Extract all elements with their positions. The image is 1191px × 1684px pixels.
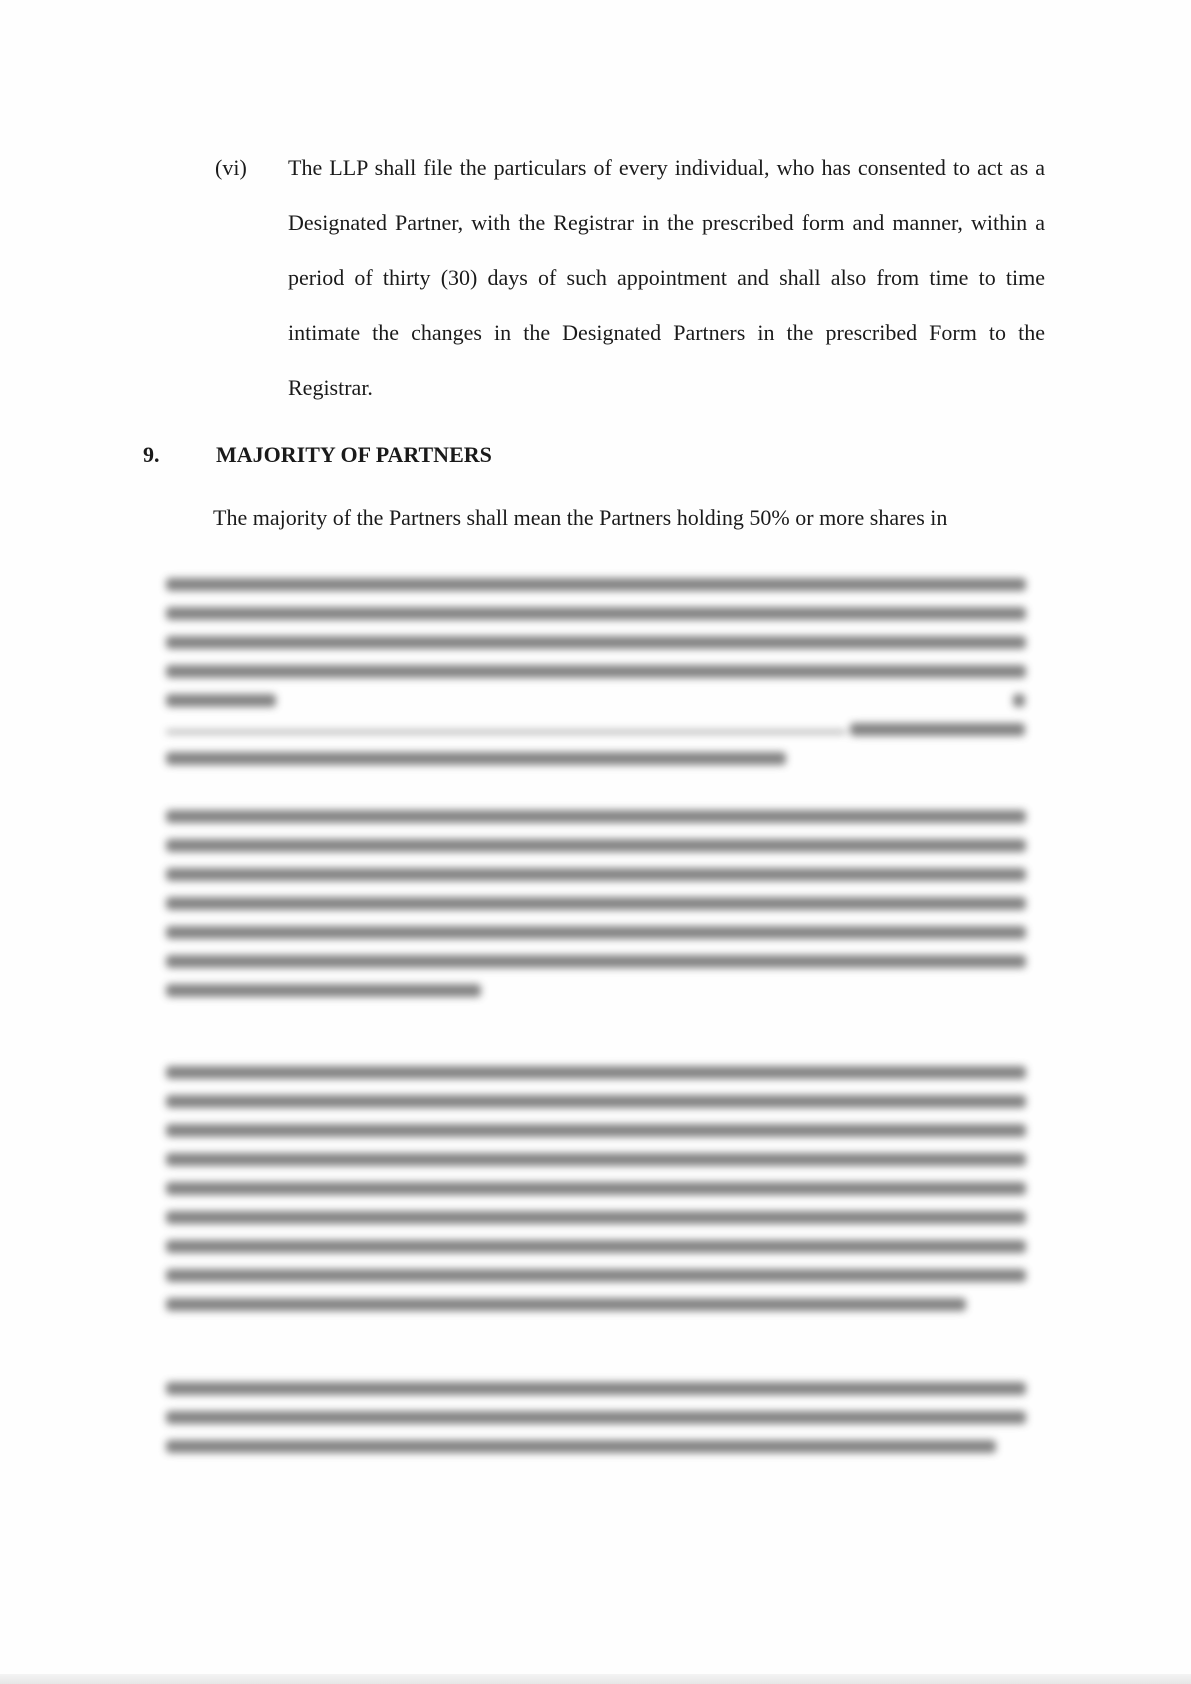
section-number: 9. (143, 442, 160, 467)
blurred-text-line (166, 1298, 966, 1311)
blurred-text-line (166, 810, 1026, 823)
blurred-text-line (166, 694, 276, 707)
blurred-underline (166, 730, 846, 734)
blurred-text-line (166, 1182, 1026, 1195)
blurred-text-line (166, 607, 1026, 620)
blurred-text-line (850, 723, 1025, 736)
blurred-text-line (166, 752, 786, 765)
blurred-text-line (166, 1066, 1026, 1079)
blurred-text-line (166, 926, 1026, 939)
blurred-text-line (166, 665, 1026, 678)
blurred-text-line (166, 955, 1026, 968)
blurred-text-line (166, 1240, 1026, 1253)
blurred-text-line (166, 868, 1026, 881)
blurred-text-line (166, 1411, 1026, 1424)
blurred-text-line (166, 1153, 1026, 1166)
section-paragraph-visible: The majority of the Partners shall mean the Partners holding 50% or more shares in (213, 505, 948, 530)
blur-fade-edge (150, 548, 1040, 560)
blurred-text-line (166, 1440, 996, 1453)
blurred-text-line (166, 1382, 1026, 1395)
section-heading (143, 440, 492, 470)
blurred-text-line (166, 897, 1026, 910)
blurred-text-line (166, 636, 1026, 649)
clause-text: The LLP shall file the particulars of every individual, who has consented to act as a Designated Partner, with the Registrar in the prescribed form and manner, within a period of thirty (30) days of such appointment and shall also from time to time intimate the changes in the Designated Partners in the prescribed Form to the Registrar. (288, 155, 1045, 400)
blurred-text-line (166, 984, 481, 997)
blurred-text-line (166, 1211, 1026, 1224)
blurred-text-line (1013, 694, 1025, 707)
page-bottom-edge (0, 1674, 1191, 1684)
blurred-text-line (166, 1269, 1026, 1282)
clause-number: (vi) (215, 155, 247, 180)
blurred-text-line (166, 839, 1026, 852)
blurred-text-line (166, 1124, 1026, 1137)
blurred-text-line (166, 578, 1026, 591)
section-title: MAJORITY OF PARTNERS (216, 442, 492, 467)
blurred-text-line (166, 1095, 1026, 1108)
blurred-preview-content (160, 560, 1030, 1480)
